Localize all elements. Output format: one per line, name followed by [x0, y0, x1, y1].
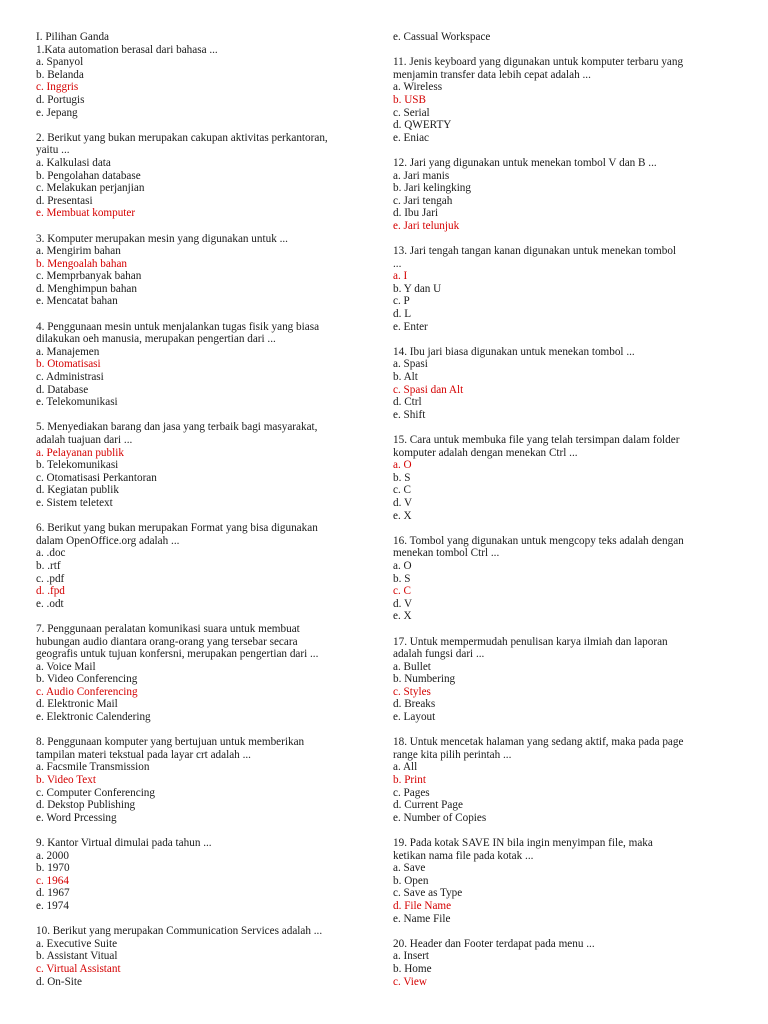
question-text: 10. Berikut yang merupakan Communication Services adalah ... — [36, 925, 323, 938]
question-text: dilakukan oeh manusia, merupakan pengertian dari ... — [36, 333, 276, 346]
question-block — [393, 736, 738, 824]
answer-option: d. Dekstop Publishing — [36, 799, 136, 812]
answer-option: b. Assistant Vitual — [36, 950, 118, 963]
question-continuation — [393, 31, 738, 44]
question-text: adalah tuajuan dari ... — [36, 434, 133, 446]
answer-option: d. Ctrl — [393, 396, 422, 409]
answer-option: c. Computer Conferencing — [36, 786, 155, 799]
question-block — [36, 233, 381, 309]
question-block — [393, 157, 738, 233]
correct-answer-option: c. 1964 — [36, 874, 69, 887]
question-text: menjamin transfer data lebih cepat adalah ... — [393, 68, 591, 81]
answer-option: d. Current Page — [393, 799, 463, 812]
answer-option: e. 1974 — [36, 899, 69, 912]
question-block — [36, 132, 381, 220]
question-block — [393, 434, 738, 522]
answer-option: e. Shift — [393, 408, 426, 421]
question-text: 13. Jari tengah tangan kanan digunakan untuk menekan tombol — [393, 245, 677, 258]
correct-answer-option: a. O — [393, 459, 412, 472]
question-text: 20. Header dan Footer terdapat pada menu ... — [393, 937, 595, 950]
question-text: menekan tombol Ctrl ... — [393, 547, 500, 560]
question-block — [36, 321, 381, 409]
correct-answer-option: b. Otomatisasi — [36, 358, 101, 371]
question-block — [393, 56, 738, 144]
question-text: 19. Pada kotak SAVE IN bila ingin menyimpan file, maka — [393, 837, 653, 849]
answer-option: b. Video Conferencing — [36, 673, 138, 686]
answer-option: a. Facsmile Transmission — [36, 761, 150, 774]
answer-option: a. Insert — [393, 950, 430, 963]
answer-option: d. 1967 — [36, 887, 70, 900]
question-block — [393, 346, 738, 422]
answer-option: b. S — [393, 471, 411, 484]
answer-option: c. Administrasi — [36, 371, 104, 384]
answer-option: a. Spasi — [393, 358, 428, 371]
left-question-list — [36, 44, 381, 989]
answer-option: a. Voice Mail — [36, 660, 96, 673]
question-block — [393, 245, 738, 333]
answer-option: a. Spanyol — [36, 56, 84, 69]
question-block — [36, 421, 381, 509]
answer-option: b. Pengolahan database — [36, 169, 141, 182]
answer-option: c. P — [393, 295, 410, 308]
answer-option: d. Portugis — [36, 93, 85, 106]
correct-answer-option: b. USB — [393, 93, 426, 106]
answer-option: e. .odt — [36, 597, 64, 610]
answer-option: d. V — [393, 597, 413, 610]
answer-option: c. Save as Type — [393, 887, 463, 900]
answer-option: d. Presentasi — [36, 194, 93, 207]
answer-option: b. Alt — [393, 371, 418, 384]
correct-answer-option: e. Jari telunjuk — [393, 219, 460, 232]
answer-option: a. Executive Suite — [36, 937, 118, 950]
question-block — [393, 535, 738, 623]
question-block — [36, 837, 381, 913]
correct-answer-option: c. Inggris — [36, 81, 79, 94]
answer-option: e. Enter — [393, 320, 428, 333]
question-text: yaitu ... — [36, 144, 70, 157]
answer-option: b. S — [393, 572, 411, 585]
question-block — [36, 623, 381, 724]
answer-option: e. Eniac — [393, 131, 430, 144]
answer-option: c. Pages — [393, 786, 430, 799]
answer-option: c. Jari tengah — [393, 194, 453, 207]
answer-option: d. On-Site — [36, 975, 82, 988]
question-block — [36, 925, 381, 988]
answer-option: e. Cassual Workspace — [393, 31, 491, 43]
question-text: 1.Kata automation berasal dari bahasa ... — [36, 43, 218, 56]
question-text: 4. Penggunaan mesin untuk menjalankan tugas fisik yang biasa — [36, 320, 320, 333]
answer-option: e. X — [393, 610, 412, 623]
answer-option: b. .rtf — [36, 559, 61, 572]
answer-option: a. 2000 — [36, 849, 69, 862]
answer-option: a. Mengirim bahan — [36, 245, 121, 258]
answer-option: b. Y dan U — [393, 282, 442, 295]
answer-option: e. Elektronic Calendering — [36, 711, 151, 724]
question-text: 7. Penggunaan peralatan komunikasi suara untuk membuat — [36, 622, 300, 635]
answer-option: d. Elektronic Mail — [36, 698, 118, 711]
question-text: komputer adalah dengan menekan Ctrl ... — [393, 446, 578, 459]
answer-option: c. Melakukan perjanjian — [36, 182, 145, 195]
correct-answer-option: c. C — [393, 585, 412, 598]
right-question-list — [393, 56, 738, 988]
question-text: 8. Penggunaan komputer yang bertujuan untuk memberikan — [36, 736, 305, 749]
question-text: geografis untuk tujuan konfersni, merupakan pengertian dari ... — [36, 648, 319, 661]
question-block — [36, 522, 381, 610]
question-text: 5. Menyediakan barang dan jasa yang terbaik bagi masyarakat, — [36, 421, 318, 434]
answer-option: d. Breaks — [393, 698, 436, 711]
correct-answer-option: b. Mengoalah bahan — [36, 257, 128, 270]
answer-option: c. Serial — [393, 106, 430, 119]
right-column — [393, 31, 738, 988]
answer-option: b. Belanda — [36, 68, 84, 81]
question-text: hubungan audio diantara orang-orang yang tersebar secara — [36, 635, 298, 648]
answer-option: e. Name File — [393, 912, 451, 925]
question-text: 14. Ibu jari biasa digunakan untuk menekan tombol ... — [393, 345, 635, 358]
answer-option: b. Jari kelingking — [393, 182, 471, 195]
question-text: 15. Cara untuk membuka file yang telah tersimpan dalam folder — [393, 434, 680, 446]
correct-answer-option: c. Virtual Assistant — [36, 962, 121, 975]
answer-option: e. Telekomunikasi — [36, 396, 118, 409]
correct-answer-option: c. View — [393, 975, 427, 988]
answer-option: d. L — [393, 308, 412, 321]
question-text: 9. Kantor Virtual dimulai pada tahun ... — [36, 837, 212, 849]
question-block — [393, 636, 738, 724]
answer-option: b. 1970 — [36, 862, 70, 875]
correct-answer-option: c. Audio Conferencing — [36, 685, 138, 698]
answer-option: d. Menghimpun bahan — [36, 282, 137, 295]
answer-option: b. Telekomunikasi — [36, 459, 119, 472]
question-text: 18. Untuk mencetak halaman yang sedang aktif, maka pada page — [393, 736, 684, 749]
correct-answer-option: c. Spasi dan Alt — [393, 383, 464, 396]
left-column — [36, 31, 381, 988]
answer-option: b. Open — [393, 874, 429, 887]
question-text: adalah fungsi dari ... — [393, 648, 485, 661]
answer-option: d. Database — [36, 383, 89, 396]
question-block — [36, 736, 381, 824]
correct-answer-option: d. .fpd — [36, 585, 65, 598]
correct-answer-option: e. Membuat komputer — [36, 207, 136, 220]
answer-option: d. Ibu Jari — [393, 207, 439, 220]
answer-option: e. Jepang — [36, 106, 78, 119]
question-text: 2. Berikut yang bukan merupakan cakupan aktivitas perkantoran, — [36, 131, 328, 144]
answer-option: b. Numbering — [393, 673, 456, 686]
question-text: 17. Untuk mempermudah penulisan karya ilmiah dan laporan — [393, 635, 668, 648]
answer-option: a. O — [393, 559, 412, 572]
answer-option: a. Jari manis — [393, 169, 450, 182]
answer-option: e. Sistem teletext — [36, 496, 113, 509]
answer-option: e. Mencatat bahan — [36, 295, 118, 308]
answer-option: e. Layout — [393, 711, 436, 724]
answer-option: a. Bullet — [393, 660, 431, 673]
answer-option: e. Number of Copies — [393, 811, 487, 824]
answer-option: a. .doc — [36, 547, 66, 560]
correct-answer-option: d. File Name — [393, 899, 452, 912]
answer-option: d. Kegiatan publik — [36, 484, 119, 497]
answer-option: d. QWERTY — [393, 119, 452, 132]
answer-option: c. C — [393, 484, 412, 497]
correct-answer-option: b. Print — [393, 774, 426, 787]
correct-answer-option: a. I — [393, 270, 408, 283]
answer-option: a. Manajemen — [36, 345, 100, 358]
question-block — [393, 837, 738, 925]
question-text: 16. Tombol yang digunakan untuk mengcopy teks adalah dengan — [393, 534, 684, 547]
question-text: range kita pilih perintah ... — [393, 748, 512, 761]
answer-option: a. Save — [393, 862, 426, 875]
answer-option: a. Kalkulasi data — [36, 156, 111, 169]
answer-option: b. Home — [393, 962, 432, 975]
answer-option: d. V — [393, 496, 413, 509]
question-text: 12. Jari yang digunakan untuk menekan tombol V dan B ... — [393, 156, 657, 169]
answer-option: e. X — [393, 509, 412, 522]
correct-answer-option: b. Video Text — [36, 774, 96, 787]
question-text: 11. Jenis keyboard yang digunakan untuk komputer terbaru yang — [393, 56, 684, 69]
answer-option: c. Otomatisasi Perkantoran — [36, 471, 157, 484]
question-text: dalam OpenOffice.org adalah ... — [36, 534, 180, 547]
question-block — [393, 938, 738, 988]
answer-option: e. Word Prcessing — [36, 811, 117, 824]
question-text: ketikan nama file pada kotak ... — [393, 849, 534, 862]
question-text: 6. Berikut yang bukan merupakan Format yang bisa digunakan — [36, 522, 318, 535]
correct-answer-option: c. Styles — [393, 685, 431, 698]
answer-option: c. Memprbanyak bahan — [36, 270, 142, 283]
answer-option: a. Wireless — [393, 81, 443, 94]
section-heading: I. Pilihan Ganda — [36, 31, 110, 43]
question-text: tampilan materi tekstual pada layar crt adalah ... — [36, 748, 251, 761]
question-text: ... — [393, 257, 402, 270]
answer-option: c. .pdf — [36, 572, 65, 585]
question-block — [36, 44, 381, 120]
correct-answer-option: a. Pelayanan publik — [36, 446, 124, 459]
answer-option: a. All — [393, 761, 418, 774]
question-text: 3. Komputer merupakan mesin yang digunakan untuk ... — [36, 232, 288, 245]
